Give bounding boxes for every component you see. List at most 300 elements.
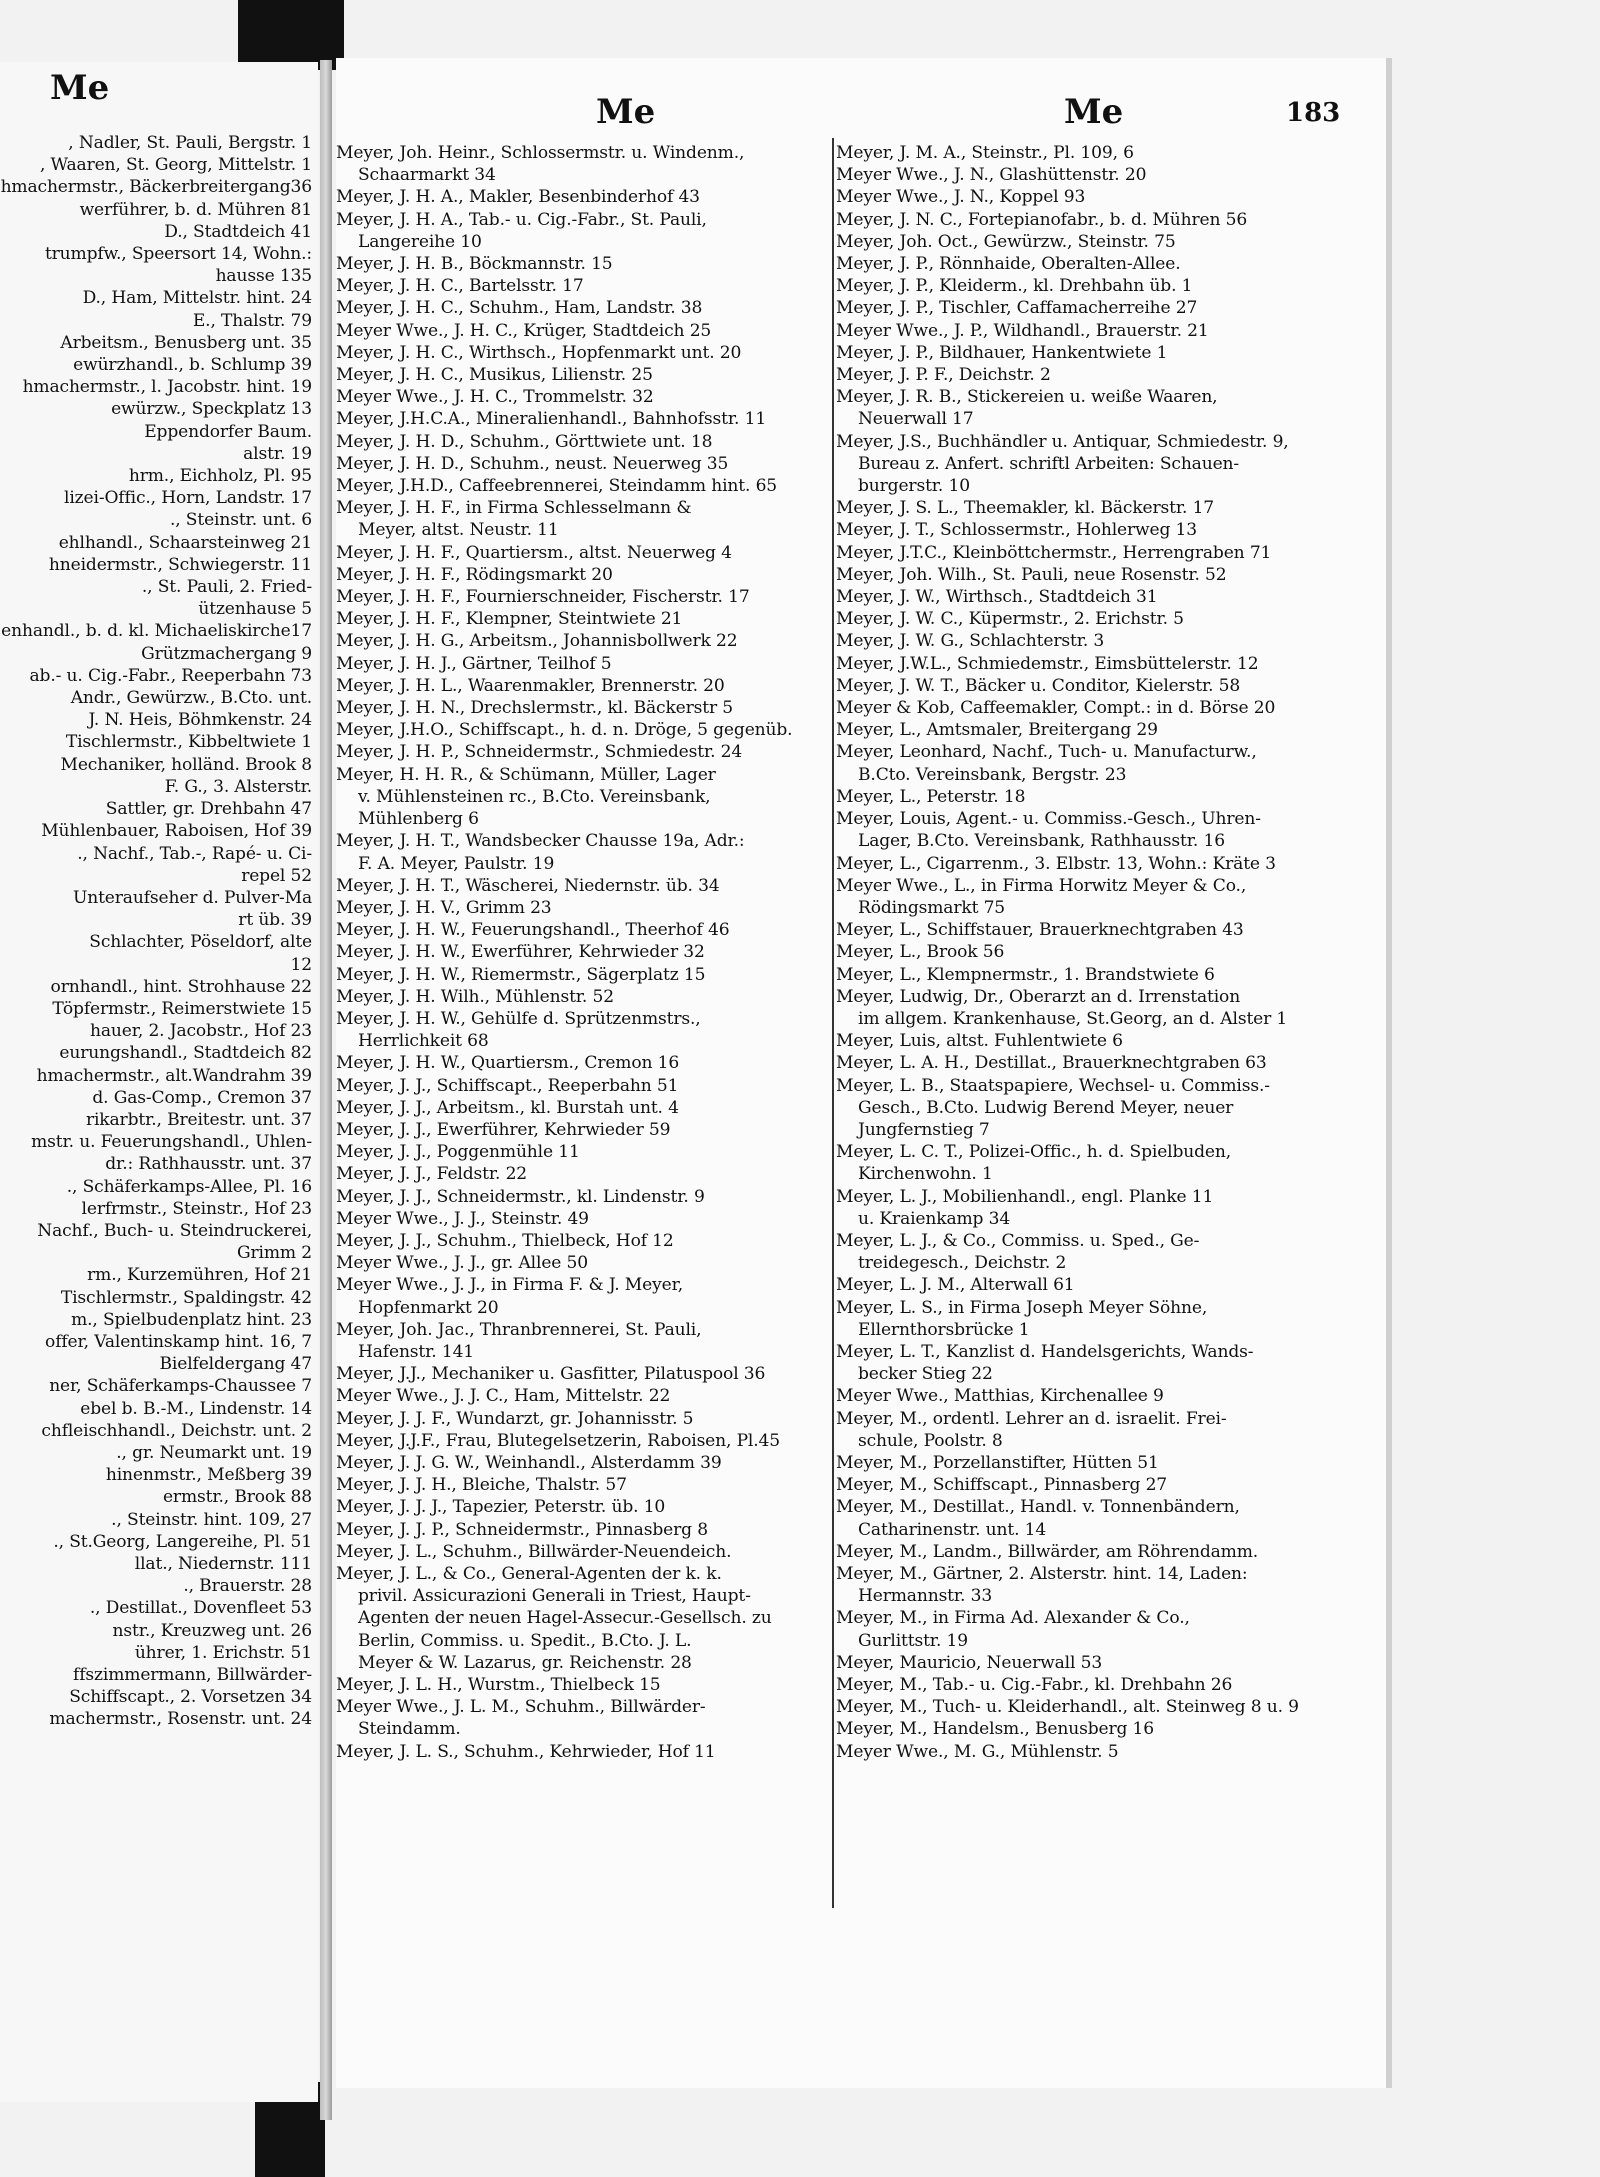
entry-text: Meyer, Ludwig, Dr., Oberarzt an d. Irrenstation (836, 986, 1241, 1007)
left-fragment-line (0, 1153, 318, 1175)
directory-entry (336, 919, 832, 941)
directory-entry (336, 1141, 832, 1163)
directory-entry (336, 497, 832, 541)
fragment-text: Tischlermstr., Spaldingstr. 42 (60, 1287, 312, 1308)
fragment-text: trumpfw., Speersort 14, Wohn.: (44, 244, 312, 265)
entry-text: Meyer, J. H. T., Wäscherei, Niedernstr. üb. 34 (336, 875, 720, 896)
directory-entry (336, 1563, 832, 1674)
fragment-text: Unteraufseher d. Pulver-Ma (72, 887, 312, 908)
left-fragment-line (0, 1486, 318, 1508)
entry-text: Meyer, J. H. A., Makler, Besenbinderhof 43 (336, 187, 700, 208)
directory-entry (836, 542, 1384, 564)
left-fragment-line (0, 554, 318, 576)
entry-continuation: F. A. Meyer, Paulstr. 19 (358, 853, 555, 874)
entry-text: Meyer, J. P., Kleiderm., kl. Drehbahn üb. 1 (836, 276, 1193, 297)
directory-entry (336, 186, 832, 208)
left-fragment-line (0, 199, 318, 221)
fragment-text: Arbeitsm., Benusberg unt. 35 (60, 332, 312, 353)
entry-continuation: Langereihe 10 (358, 231, 482, 252)
fragment-text: ührer, 1. Erichstr. 51 (134, 1642, 312, 1663)
directory-entry (836, 342, 1384, 364)
directory-entry (836, 1452, 1384, 1474)
entry-text: Meyer, J. H. D., Schuhm., Görttwiete unt. 18 (336, 431, 713, 452)
entry-text: Meyer, J. P., Bildhauer, Hankentwiete 1 (836, 342, 1168, 363)
left-fragment-line (0, 154, 318, 176)
entry-text: Meyer, J. H. J., Gärtner, Teilhof 5 (336, 653, 612, 674)
directory-entry (836, 1186, 1384, 1230)
entry-continuation: Meyer, altst. Neustr. 11 (358, 520, 559, 541)
directory-entry (336, 386, 832, 408)
entry-text: Meyer, J. H. W., Quartiersm., Cremon 16 (336, 1053, 680, 1074)
fragment-text: hmachermstr., l. Jacobstr. hint. 19 (22, 377, 312, 398)
entry-text: Meyer, J. H. D., Schuhm., neust. Neuerweg 35 (336, 453, 729, 474)
left-page-column (0, 132, 318, 1731)
right-page (336, 58, 1390, 2088)
left-fragment-line (0, 887, 318, 909)
directory-entry (836, 697, 1384, 719)
fragment-text: llat., Niedernstr. 111 (134, 1554, 312, 1574)
fragment-text: enhandl., b. d. kl. Michaeliskirche17 (1, 621, 312, 642)
left-fragment-line (0, 1620, 318, 1642)
fragment-text: ewürzhandl., b. Schlump 39 (73, 355, 312, 376)
entry-text: Meyer, J. S. L., Theemakler, kl. Bäckerstr. 17 (836, 498, 1215, 519)
directory-entry (836, 519, 1384, 541)
left-fragment-line (0, 1309, 318, 1331)
directory-entry (336, 1408, 832, 1430)
left-fragment-line (0, 998, 318, 1020)
entry-text: Meyer Wwe., J. N., Glashüttenstr. 20 (836, 165, 1147, 186)
directory-entry (336, 408, 832, 430)
entry-text: Meyer, J. H. C., Bartelsstr. 17 (336, 276, 584, 297)
entry-text: Meyer, J. J., Schneidermstr., kl. Lindenstr. 9 (336, 1186, 705, 1207)
entry-text: Meyer, J. P., Tischler, Caffamacherreihe 27 (836, 298, 1198, 319)
left-fragment-line (0, 731, 318, 753)
entry-text: Meyer, J. H. N., Drechslermstr., kl. Bäckerstr 5 (336, 698, 734, 719)
entry-text: Meyer, Joh. Oct., Gewürzw., Steinstr. 75 (836, 231, 1176, 252)
entry-text: Meyer, Joh. Heinr., Schlossermstr. u. Windenm., (336, 143, 745, 163)
entry-text: Meyer, J.S., Buchhändler u. Antiquar, Schmiedestr. 9, (836, 431, 1289, 452)
directory-entry (336, 1741, 832, 1763)
left-fragment-line (0, 1109, 318, 1131)
fragment-text: , Waaren, St. Georg, Mittelstr. 1 (39, 155, 312, 176)
entry-text: Meyer, L. C. T., Polizei-Offic., h. d. Spielbuden, (836, 1142, 1232, 1163)
fragment-text: alstr. 19 (243, 443, 312, 464)
left-fragment-line (0, 1642, 318, 1664)
left-fragment-line (0, 1708, 318, 1730)
entry-text: Meyer Wwe., J. J. C., Ham, Mittelstr. 22 (336, 1386, 671, 1407)
left-fragment-line (0, 1531, 318, 1553)
directory-entry (836, 1718, 1384, 1740)
entry-continuation: Gesch., B.Cto. Ludwig Berend Meyer, neuer (858, 1097, 1234, 1118)
entry-continuation: Ellernthorsbrücke 1 (858, 1319, 1030, 1340)
directory-entry (836, 186, 1384, 208)
fragment-text: Andr., Gewürzw., B.Cto. unt. (70, 688, 312, 709)
fragment-text: Grimm 2 (237, 1243, 312, 1264)
entry-text: Meyer, J. H. W., Ewerführer, Kehrwieder 32 (336, 942, 705, 963)
directory-entry (336, 1474, 832, 1496)
entry-text: Meyer Wwe., J. H. C., Krüger, Stadtdeich 25 (336, 320, 712, 341)
directory-entry (336, 697, 832, 719)
directory-entry (336, 986, 832, 1008)
directory-entry (336, 1097, 832, 1119)
directory-entry (836, 808, 1384, 852)
left-fragment-line (0, 243, 318, 265)
directory-entry (836, 1741, 1384, 1763)
entry-text: Meyer, J. H. C., Wirthsch., Hopfenmarkt unt. 20 (336, 342, 742, 363)
entry-continuation: schule, Poolstr. 8 (858, 1430, 1003, 1451)
entry-continuation: burgerstr. 10 (858, 476, 970, 497)
directory-entry (836, 320, 1384, 342)
directory-entry (836, 1274, 1384, 1296)
left-fragment-line (0, 376, 318, 398)
directory-entry (836, 1607, 1384, 1651)
entry-text: Meyer Wwe., J. L. M., Schuhm., Billwärder- (336, 1697, 706, 1718)
directory-entry (336, 1696, 832, 1740)
directory-entry (836, 1496, 1384, 1540)
left-fragment-line (0, 532, 318, 554)
entry-text: Meyer, L., Schiffstauer, Brauerknechtgraben 43 (836, 920, 1244, 941)
left-fragment-line (0, 1553, 318, 1575)
entry-text: Meyer, L. S., in Firma Joseph Meyer Söhne, (836, 1297, 1208, 1318)
directory-entry (336, 1186, 832, 1208)
fragment-text: m., Spielbudenplatz hint. 23 (71, 1309, 312, 1330)
entry-text: Meyer, J. H. B., Böckmannstr. 15 (336, 254, 613, 275)
left-fragment-line (0, 132, 318, 154)
left-fragment-line (0, 576, 318, 598)
fragment-text: rikarbtr., Breitestr. unt. 37 (85, 1109, 312, 1130)
directory-entry (836, 853, 1384, 875)
entry-text: Meyer, J.H.D., Caffeebrennerei, Steindamm hint. 65 (336, 476, 778, 497)
entry-text: Meyer, L. A. H., Destillat., Brauerknechtgraben 63 (836, 1053, 1267, 1074)
directory-entry (336, 1496, 832, 1518)
entry-text: Meyer, J. J., Poggenmühle 11 (336, 1142, 580, 1163)
page-edge (1386, 58, 1392, 2088)
fragment-text: , Nadler, St. Pauli, Bergstr. 1 (68, 133, 312, 153)
directory-entry (336, 741, 832, 763)
entry-text: Meyer Wwe., J. H. C., Trommelstr. 32 (336, 387, 654, 408)
entry-continuation: Lager, B.Cto. Vereinsbank, Rathhausstr. 16 (858, 831, 1225, 852)
entry-continuation: privil. Assicurazioni Generali in Triest, Haupt- (358, 1586, 751, 1607)
fragment-text: hinenmstr., Meßberg 39 (105, 1465, 312, 1486)
directory-entry (336, 1319, 832, 1363)
entry-text: Meyer, M., Landm., Billwärder, am Röhrendamm. (836, 1541, 1259, 1562)
fragment-text: ehlhandl., Schaarsteinweg 21 (58, 532, 312, 553)
left-fragment-line (0, 1686, 318, 1708)
directory-entry (336, 475, 832, 497)
entry-text: Meyer, L., Klempnermstr., 1. Brandstwiete 6 (836, 964, 1215, 985)
entry-text: Meyer Wwe., M. G., Mühlenstr. 5 (836, 1741, 1119, 1762)
entry-text: Meyer Wwe., Matthias, Kirchenallee 9 (836, 1386, 1164, 1407)
left-fragment-line (0, 421, 318, 443)
entry-text: Meyer, J. H. F., Fournierschneider, Fischerstr. 17 (336, 587, 750, 608)
entry-text: Meyer, J.H.O., Schiffscapt., h. d. n. Dröge, 5 gegenüb. (336, 720, 793, 741)
entry-text: Meyer, J. H. V., Grimm 23 (336, 897, 552, 918)
left-fragment-line (0, 598, 318, 620)
left-fragment-line (0, 1664, 318, 1686)
fragment-text: 12 (290, 954, 312, 975)
entry-text: Meyer, J. P., Rönnhaide, Oberalten-Allee. (836, 254, 1181, 275)
fragment-text: Nachf., Buch- u. Steindruckerei, (37, 1220, 312, 1241)
entry-text: Meyer, Mauricio, Neuerwall 53 (836, 1652, 1103, 1673)
entry-continuation: Gurlittstr. 19 (858, 1630, 968, 1651)
entry-text: Meyer, Joh. Wilh., St. Pauli, neue Rosenstr. 52 (836, 564, 1227, 585)
entry-continuation: treidegesch., Deichstr. 2 (858, 1253, 1067, 1274)
page-number: 183 (1286, 98, 1341, 128)
left-fragment-line (0, 1264, 318, 1286)
fragment-text: eurungshandl., Stadtdeich 82 (59, 1043, 312, 1064)
fragment-text: ., gr. Neumarkt unt. 19 (116, 1442, 312, 1463)
entry-text: Meyer, J. M. A., Steinstr., Pl. 109, 6 (836, 143, 1134, 163)
fragment-text: offer, Valentinskamp hint. 16, 7 (45, 1331, 312, 1352)
directory-entry (336, 675, 832, 697)
directory-entry (836, 719, 1384, 741)
left-fragment-line (0, 843, 318, 865)
directory-entry (836, 919, 1384, 941)
entry-text: Meyer, J. H. Wilh., Mühlenstr. 52 (336, 986, 614, 1007)
directory-entry (836, 431, 1384, 498)
directory-entry (836, 1030, 1384, 1052)
left-fragment-line (0, 643, 318, 665)
fragment-text: ebel b. B.-M., Lindenstr. 14 (80, 1398, 312, 1419)
entry-text: Meyer, J. J., Ewerführer, Kehrwieder 59 (336, 1119, 671, 1140)
entry-text: Meyer, J. H. P., Schneidermstr., Schmiedestr. 24 (336, 742, 743, 763)
left-fragment-line (0, 798, 318, 820)
fragment-text: lerfrmstr., Steinstr., Hof 23 (81, 1198, 312, 1219)
left-fragment-line (0, 687, 318, 709)
left-fragment-line (0, 976, 318, 998)
fragment-text: ermstr., Brook 88 (162, 1487, 312, 1508)
directory-entry (836, 653, 1384, 675)
entry-text: Meyer, M., Tuch- u. Kleiderhandl., alt. Steinweg 8 u. 9 (836, 1697, 1299, 1718)
entry-text: Meyer, J. J., Schiffscapt., Reeperbahn 51 (336, 1075, 679, 1096)
entry-text: Meyer, J. J. H., Bleiche, Thalstr. 57 (336, 1475, 627, 1496)
entry-continuation: Berlin, Commiss. u. Spedit., B.Cto. J. L. (358, 1630, 692, 1651)
entry-text: Meyer Wwe., J. J., gr. Allee 50 (336, 1253, 588, 1274)
entry-text: Meyer, J. H. F., Quartiersm., altst. Neuerweg 4 (336, 542, 732, 563)
left-fragment-line (0, 287, 318, 309)
entry-text: Meyer, J.W.L., Schmiedemstr., Eimsbüttelerstr. 12 (836, 653, 1259, 674)
entry-continuation: Agenten der neuen Hagel-Assecur.-Gesellsch. zu (358, 1608, 772, 1629)
left-fragment-line (0, 776, 318, 798)
entry-text: Meyer, J. H. W., Feuerungshandl., Theerhof 46 (336, 920, 730, 941)
fragment-text: Schiffscapt., 2. Vorsetzen 34 (69, 1687, 312, 1708)
fragment-text: ewürzw., Speckplatz 13 (111, 399, 312, 420)
entry-text: Meyer, L., Brook 56 (836, 942, 1005, 963)
directory-entry (836, 741, 1384, 785)
entry-text: Meyer, J. H. T., Wandsbecker Chausse 19a, Adr.: (336, 831, 745, 852)
entry-text: Meyer, M., Destillat., Handl. v. Tonnenbändern, (836, 1497, 1240, 1518)
fragment-text: hneidermstr., Schwiegerstr. 11 (48, 554, 312, 575)
entry-text: Meyer, J. H. L., Waarenmakler, Brennerstr. 20 (336, 675, 725, 696)
entry-text: Meyer, J. W. G., Schlachterstr. 3 (836, 631, 1105, 652)
entry-text: Meyer, L. J., Mobilienhandl., engl. Planke 11 (836, 1186, 1214, 1207)
left-fragment-line (0, 398, 318, 420)
entry-text: Meyer, J.J.F., Frau, Blutegelsetzerin, Raboisen, Pl.45 (336, 1430, 780, 1451)
entry-continuation: v. Mühlensteinen rc., B.Cto. Vereinsbank, (358, 786, 711, 807)
left-fragment-line (0, 1353, 318, 1375)
entry-text: Meyer, J. P. F., Deichstr. 2 (836, 365, 1051, 386)
entry-text: Meyer, M., Tab.- u. Cig.-Fabr., kl. Drehbahn 26 (836, 1675, 1233, 1696)
directory-entry (336, 875, 832, 897)
fragment-text: ., Steinstr. unt. 6 (169, 510, 312, 531)
directory-entry (336, 608, 832, 630)
left-fragment-line (0, 620, 318, 642)
directory-entry (336, 1230, 832, 1252)
entry-text: Meyer, J. H. F., Rödingsmarkt 20 (336, 564, 613, 585)
entry-text: Meyer, M., ordentl. Lehrer an d. israelit. Frei- (836, 1408, 1227, 1429)
left-fragment-line (0, 509, 318, 531)
directory-entry (336, 1541, 832, 1563)
fragment-text: Sattler, gr. Drehbahn 47 (105, 799, 312, 820)
left-fragment-line (0, 1176, 318, 1198)
entry-continuation: Hopfenmarkt 20 (358, 1297, 499, 1318)
entry-continuation: Catharinenstr. unt. 14 (858, 1519, 1047, 1540)
entry-text: Meyer, J. J. P., Schneidermstr., Pinnasberg 8 (336, 1519, 708, 1540)
entry-text: Meyer, M., Handelsm., Benusberg 16 (836, 1719, 1154, 1740)
entry-text: Meyer, J. W. C., Küpermstr., 2. Erichstr. 5 (836, 609, 1184, 630)
left-fragment-line (0, 1220, 318, 1242)
directory-entry (836, 1696, 1384, 1718)
left-fragment-line (0, 1464, 318, 1486)
left-fragment-line (0, 1198, 318, 1220)
entry-continuation: Rödingsmarkt 75 (858, 897, 1006, 918)
fragment-text: ffszimmermann, Billwärder- (73, 1665, 312, 1686)
left-page (0, 62, 318, 2102)
directory-entry (336, 964, 832, 986)
fragment-text: E., Thalstr. 79 (192, 310, 312, 331)
directory-entry (836, 1541, 1384, 1563)
entry-text: Meyer, Louis, Agent.- u. Commiss.-Gesch., Uhren- (836, 809, 1261, 830)
directory-entry (336, 1674, 832, 1696)
directory-entry (836, 1474, 1384, 1496)
entry-continuation: Neuerwall 17 (858, 409, 974, 430)
fragment-text: Grützmachergang 9 (141, 643, 312, 664)
entry-text: Meyer, Luis, altst. Fuhlentwiete 6 (836, 1031, 1123, 1052)
directory-entry (336, 941, 832, 963)
fragment-text: chfleischhandl., Deichstr. unt. 2 (41, 1420, 312, 1441)
fragment-text: hmachermstr., alt.Wandrahm 39 (36, 1065, 312, 1086)
directory-entry (336, 342, 832, 364)
directory-entry (336, 1252, 832, 1274)
entry-continuation: Hermannstr. 33 (858, 1586, 993, 1607)
directory-entry (836, 1075, 1384, 1142)
entry-text: Meyer, L. B., Staatspapiere, Wechsel- u. Commiss.- (836, 1075, 1270, 1096)
directory-entry (836, 231, 1384, 253)
directory-entry (836, 1385, 1384, 1407)
fragment-text: Mühlenbauer, Raboisen, Hof 39 (41, 821, 312, 842)
directory-entry (836, 297, 1384, 319)
entry-text: Meyer, M., in Firma Ad. Alexander & Co., (836, 1608, 1190, 1629)
left-fragment-line (0, 1331, 318, 1353)
directory-entry (836, 986, 1384, 1030)
fragment-text: rm., Kurzemühren, Hof 21 (87, 1265, 312, 1286)
directory-entry (836, 1652, 1384, 1674)
entry-text: Meyer Wwe., J. J., Steinstr. 49 (336, 1208, 589, 1229)
fragment-text: F. G., 3. Alsterstr. (164, 776, 312, 797)
entry-text: Meyer Wwe., L., in Firma Horwitz Meyer & Co., (836, 875, 1247, 896)
directory-entry (336, 320, 832, 342)
directory-entry (836, 630, 1384, 652)
fragment-text: ., Brauerstr. 28 (183, 1576, 312, 1597)
directory-entry (336, 1274, 832, 1318)
directory-entry (836, 1408, 1384, 1452)
directory-entry (836, 608, 1384, 630)
directory-entry (336, 1075, 832, 1097)
fragment-text: rt üb. 39 (238, 910, 312, 931)
fragment-text: D., Stadtdeich 41 (164, 221, 312, 242)
left-fragment-line (0, 265, 318, 287)
directory-entry (336, 564, 832, 586)
entry-text: Meyer, J. H. G., Arbeitsm., Johannisbollwerk 22 (336, 631, 738, 652)
directory-entry (336, 830, 832, 874)
left-fragment-line (0, 1509, 318, 1531)
directory-entry (336, 453, 832, 475)
directory-entry (336, 630, 832, 652)
fragment-text: Mechaniker, holländ. Brook 8 (60, 754, 312, 775)
entry-continuation: Kirchenwohn. 1 (858, 1164, 993, 1185)
entry-text: Meyer, H. H. R., & Schümann, Müller, Lager (336, 764, 716, 785)
left-fragment-line (0, 1042, 318, 1064)
fragment-text: dr.: Rathhausstr. unt. 37 (105, 1154, 312, 1175)
left-fragment-line (0, 1575, 318, 1597)
left-fragment-line (0, 1287, 318, 1309)
directory-entry (336, 1519, 832, 1541)
entry-text: Meyer, J. L., & Co., General-Agenten der k. k. (336, 1564, 722, 1584)
entry-continuation: Hafenstr. 141 (358, 1341, 475, 1362)
directory-entry (336, 209, 832, 253)
fragment-text: ., Nachf., Tab.-, Rapé- u. Ci- (77, 843, 312, 864)
entry-continuation: B.Cto. Vereinsbank, Bergstr. 23 (858, 764, 1127, 785)
directory-column-1 (336, 142, 832, 1763)
entry-text: Meyer, J. H. F., Klempner, Steintwiete 21 (336, 609, 683, 630)
column-1-header: Me (596, 92, 656, 132)
entry-continuation: Mühlenberg 6 (358, 809, 479, 830)
fragment-text: hauer, 2. Jacobstr., Hof 23 (90, 1021, 312, 1042)
fragment-text: repel 52 (241, 865, 312, 886)
entry-text: Meyer, J.H.C.A., Mineralienhandl., Bahnhofsstr. 11 (336, 409, 767, 430)
fragment-text: ., St. Pauli, 2. Fried- (141, 577, 312, 598)
entry-text: Meyer, Joh. Jac., Thranbrennerei, St. Pauli, (336, 1319, 702, 1340)
directory-entry (336, 653, 832, 675)
left-fragment-line (0, 1087, 318, 1109)
fragment-text: hrm., Eichholz, Pl. 95 (128, 466, 312, 487)
entry-continuation: Jungfernstieg 7 (858, 1119, 990, 1140)
left-fragment-line (0, 1398, 318, 1420)
directory-entry (336, 897, 832, 919)
directory-entry (336, 1008, 832, 1052)
directory-entry (836, 1341, 1384, 1385)
entry-text: Meyer, J. J., Schuhm., Thielbeck, Hof 12 (336, 1230, 674, 1251)
directory-entry (336, 719, 832, 741)
entry-text: Meyer, J. R. B., Stickereien u. weiße Waaren, (836, 387, 1218, 408)
fragment-text: Tischlermstr., Kibbeltwiete 1 (65, 732, 312, 753)
fragment-text: machermstr., Rosenstr. unt. 24 (49, 1709, 312, 1730)
entry-continuation: u. Kraienkamp 34 (858, 1208, 1011, 1229)
fragment-text: d. Gas-Comp., Cremon 37 (92, 1087, 312, 1108)
entry-continuation: becker Stieg 22 (858, 1364, 993, 1385)
directory-entry (836, 964, 1384, 986)
left-page-header: Me (50, 68, 110, 108)
directory-entry (336, 1430, 832, 1452)
fragment-text: werführer, b. d. Mühren 81 (79, 199, 312, 220)
fragment-text: mstr. u. Feuerungshandl., Uhlen- (31, 1132, 312, 1153)
directory-entry (836, 875, 1384, 919)
entry-text: Meyer, J.T.C., Kleinböttchermstr., Herrengraben 71 (836, 542, 1272, 563)
fragment-text: lizei-Offic., Horn, Landstr. 17 (64, 488, 312, 509)
left-fragment-line (0, 221, 318, 243)
fragment-text: ner, Schäferkamps-Chaussee 7 (49, 1376, 312, 1397)
directory-entry (836, 1052, 1384, 1074)
